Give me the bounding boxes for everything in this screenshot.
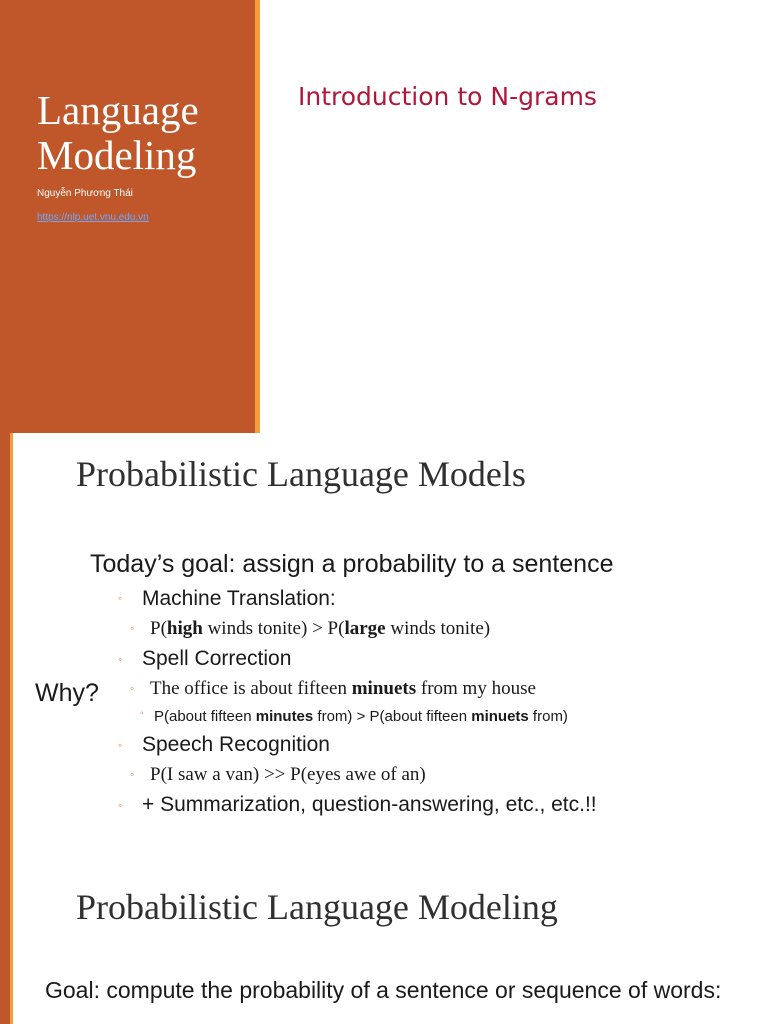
spell-probability: P(about fifteen minutes from) > P(about fifteen minuets from) — [154, 708, 568, 725]
slide-heading: Probabilistic Language Models — [76, 454, 526, 494]
left-accent-edge — [10, 433, 13, 866]
bullet-icon: ◦ — [130, 767, 135, 781]
why-label: Why? — [35, 679, 99, 707]
accent-strip — [255, 0, 260, 433]
more-applications: + Summarization, question-answering, etc., etc.!! — [142, 793, 597, 816]
bullet-icon: ◦ — [118, 798, 123, 812]
slide-heading: Probabilistic Language Modeling — [76, 887, 558, 927]
left-accent-bar — [0, 433, 10, 866]
left-accent-edge — [10, 866, 13, 1024]
goal-text: Today’s goal: assign a probability to a sentence — [90, 550, 614, 578]
slide-probabilistic-language-modeling — [0, 866, 768, 1024]
spell-example: The office is about fifteen minuets from my house — [150, 678, 536, 699]
deck-title-line1: Language — [37, 87, 199, 133]
slide-title — [0, 0, 768, 433]
mt-example: P(high winds tonite) > P(large winds tonite) — [150, 618, 491, 639]
bullet-icon: ◦ — [130, 621, 135, 635]
goal-text: Goal: compute the probability of a sentence or sequence of words: — [45, 977, 722, 1003]
bullet-icon: ◦ — [118, 652, 123, 666]
deck-subtitle: Introduction to N-grams — [298, 82, 597, 111]
website-link[interactable]: https://nlp.uet.vnu.edu.vn — [37, 212, 149, 223]
bullet-icon: ◦ — [118, 738, 123, 752]
left-accent-bar — [0, 866, 10, 1024]
author-name: Nguyễn Phương Thái — [37, 188, 133, 199]
bullet-icon: ◦ — [130, 681, 135, 695]
bullet-icon: ◦ — [140, 708, 144, 719]
speech-label: Speech Recognition — [142, 733, 330, 756]
deck-title — [37, 88, 199, 178]
deck-title-line2: Modeling — [37, 132, 197, 178]
speech-example: P(I saw a van) >> P(eyes awe of an) — [150, 764, 426, 785]
spell-label: Spell Correction — [142, 647, 292, 670]
mt-label: Machine Translation: — [142, 587, 336, 610]
bullet-icon: ◦ — [118, 591, 123, 605]
slide-probabilistic-language-models — [0, 433, 768, 866]
